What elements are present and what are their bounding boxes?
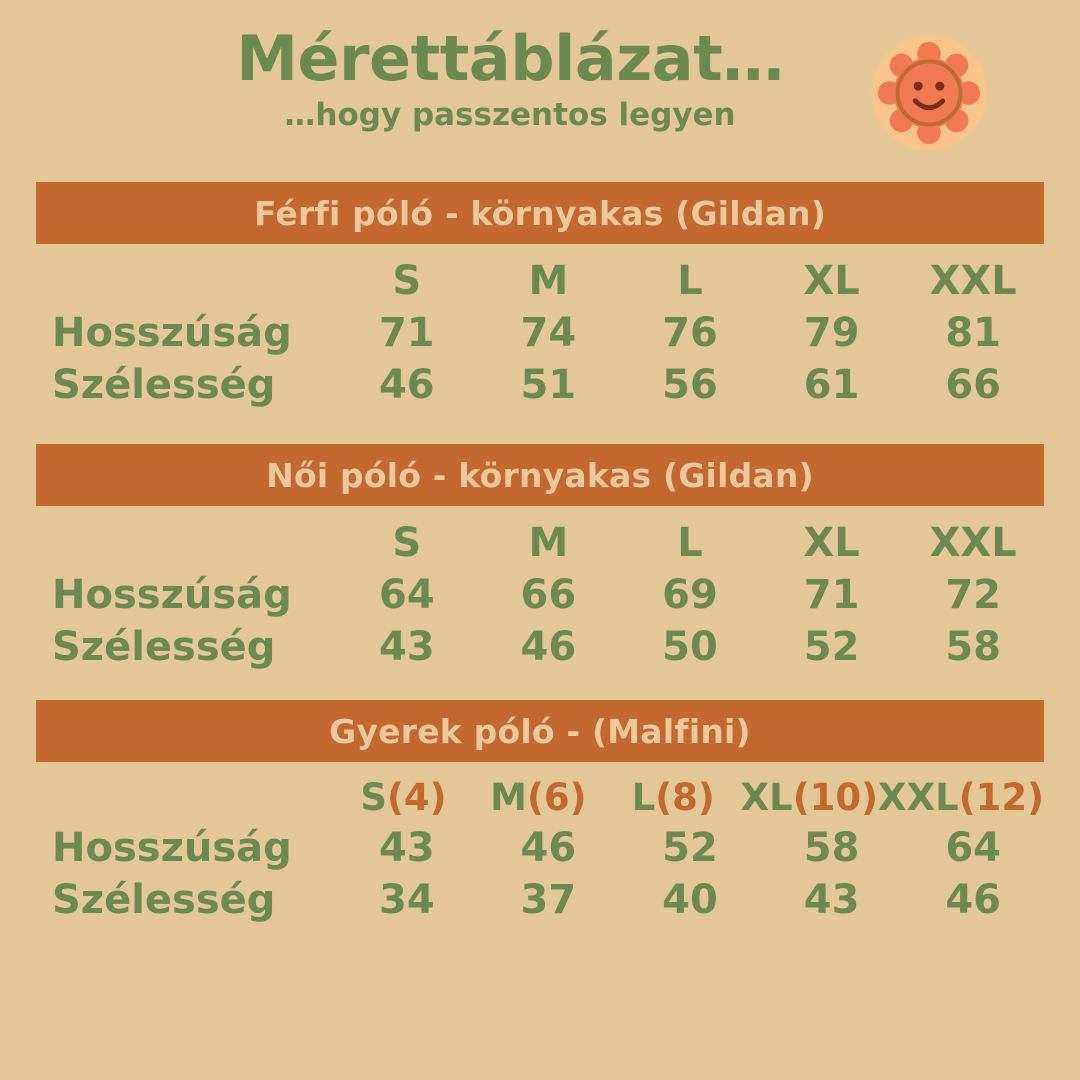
cell-value: 43 bbox=[803, 877, 860, 923]
table-header-row bbox=[36, 776, 1044, 819]
cell-value: 58 bbox=[803, 825, 860, 871]
row-label: Szélesség bbox=[52, 362, 276, 408]
table-row bbox=[36, 877, 1044, 923]
column-header-xxl bbox=[878, 776, 1044, 819]
cell-value: 66 bbox=[520, 572, 577, 618]
column-header-xxl: XXL bbox=[929, 258, 1017, 304]
cell-value: 46 bbox=[378, 362, 435, 408]
cell-value: 74 bbox=[520, 310, 577, 356]
size-table-kids bbox=[36, 776, 1044, 923]
size-label: XXL bbox=[878, 776, 959, 819]
header bbox=[0, 0, 1080, 182]
smiley-flower-icon bbox=[870, 34, 988, 152]
cell-value: 58 bbox=[945, 624, 1001, 670]
column-header-s: S bbox=[392, 520, 422, 566]
cell-value: 64 bbox=[945, 825, 1001, 871]
row-label: Hosszúság bbox=[52, 572, 292, 618]
section-womens bbox=[0, 444, 1080, 670]
cell-value: 52 bbox=[803, 624, 860, 670]
column-header-xl bbox=[741, 776, 878, 819]
cell-value: 51 bbox=[520, 362, 577, 408]
cell-value: 76 bbox=[662, 310, 718, 356]
cell-value: 46 bbox=[520, 825, 577, 871]
column-header-xl: XL bbox=[803, 520, 860, 566]
section-mens bbox=[0, 182, 1080, 408]
size-label: XL bbox=[740, 776, 793, 819]
cell-value: 37 bbox=[520, 877, 577, 923]
age-label: (8) bbox=[655, 776, 715, 819]
column-header-s: S bbox=[392, 258, 422, 304]
age-label: (10) bbox=[792, 776, 879, 819]
cell-value: 71 bbox=[378, 310, 435, 356]
row-label: Szélesség bbox=[52, 624, 276, 670]
section-header-womens bbox=[36, 444, 1044, 506]
row-label: Szélesség bbox=[52, 877, 276, 923]
section-title: Női póló - környakas (Gildan) bbox=[266, 455, 814, 495]
cell-value: 50 bbox=[662, 624, 718, 670]
cell-value: 56 bbox=[662, 362, 718, 408]
cell-value: 64 bbox=[378, 572, 435, 618]
section-title: Gyerek póló - (Malfini) bbox=[329, 711, 751, 751]
table-row bbox=[36, 624, 1044, 670]
page-subtitle: …hogy passzentos legyen bbox=[284, 97, 736, 134]
row-label: Hosszúság bbox=[52, 310, 292, 356]
row-label: Hosszúság bbox=[52, 825, 292, 871]
table-row bbox=[36, 310, 1044, 356]
cell-value: 79 bbox=[803, 310, 860, 356]
page-title: Mérettáblázat… bbox=[236, 22, 784, 95]
cell-value: 81 bbox=[945, 310, 1001, 356]
section-header-kids bbox=[36, 700, 1044, 762]
column-header-m bbox=[471, 776, 606, 819]
column-header-xl: XL bbox=[803, 258, 860, 304]
column-header-xxl: XXL bbox=[929, 520, 1017, 566]
column-header-s bbox=[336, 776, 471, 819]
cell-value: 43 bbox=[378, 825, 435, 871]
column-header-m: M bbox=[528, 520, 569, 566]
cell-value: 43 bbox=[378, 624, 435, 670]
column-header-l bbox=[606, 776, 741, 819]
age-label: (4) bbox=[386, 776, 447, 819]
section-header-mens bbox=[36, 182, 1044, 244]
section-title: Férfi póló - környakas (Gildan) bbox=[253, 193, 827, 233]
cell-value: 69 bbox=[662, 572, 718, 618]
cell-value: 71 bbox=[803, 572, 860, 618]
size-table-mens bbox=[36, 258, 1044, 408]
size-label: M bbox=[490, 776, 527, 819]
size-label: L bbox=[631, 776, 656, 819]
table-header-row bbox=[36, 258, 1044, 304]
size-table-womens bbox=[36, 520, 1044, 670]
cell-value: 46 bbox=[945, 877, 1001, 923]
cell-value: 40 bbox=[662, 877, 718, 923]
section-kids bbox=[0, 700, 1080, 923]
cell-value: 34 bbox=[378, 877, 435, 923]
column-header-l: L bbox=[677, 258, 703, 304]
cell-value: 52 bbox=[662, 825, 718, 871]
age-label: (6) bbox=[526, 776, 587, 819]
age-label: (12) bbox=[958, 776, 1044, 819]
column-header-l: L bbox=[677, 520, 703, 566]
table-row bbox=[36, 572, 1044, 618]
cell-value: 72 bbox=[945, 572, 1001, 618]
table-header-row bbox=[36, 520, 1044, 566]
cell-value: 46 bbox=[520, 624, 577, 670]
table-row bbox=[36, 362, 1044, 408]
cell-value: 61 bbox=[803, 362, 860, 408]
column-header-m: M bbox=[528, 258, 569, 304]
size-label: S bbox=[360, 776, 387, 819]
cell-value: 66 bbox=[945, 362, 1001, 408]
table-row bbox=[36, 825, 1044, 871]
